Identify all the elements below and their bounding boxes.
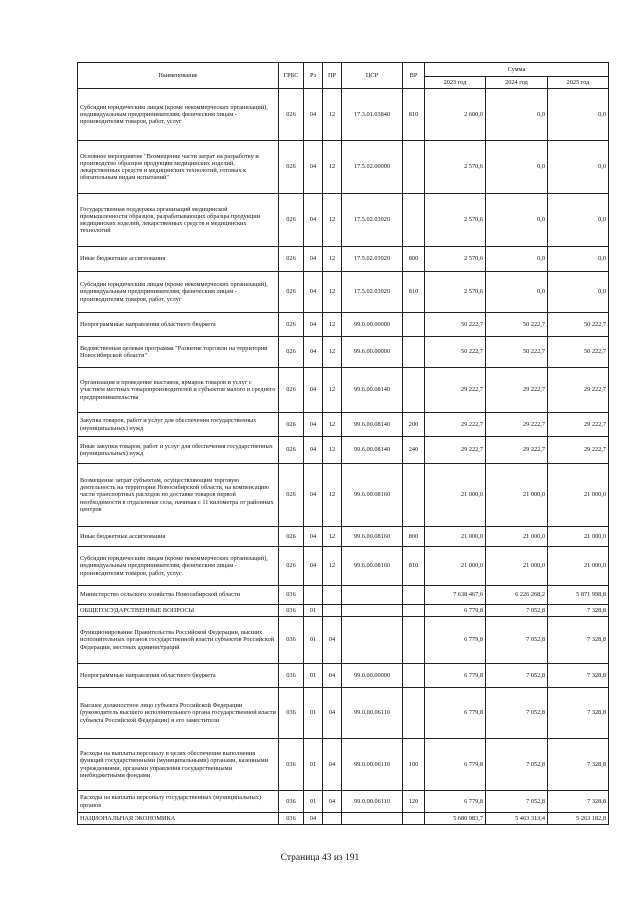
col-header-name: Наименование — [78, 63, 279, 89]
table-row — [78, 368, 609, 413]
row-name: Функционирование Правительства Российской Федерации, высших исполнительных органов государственной власти субъектов Российской Федерации, местных администраций — [78, 617, 279, 664]
row-sum-2023: 29 222,7 — [425, 413, 486, 437]
col-header-csr: ЦСР — [342, 63, 403, 89]
row-sum-2023: 21 000,0 — [425, 547, 486, 586]
table-body — [78, 89, 609, 825]
row-vr: 800 — [403, 247, 425, 272]
row-sum-2025: 50 222,7 — [548, 337, 609, 368]
col-header-year-2024: 2024 год — [486, 77, 548, 89]
row-rz: 04 — [304, 89, 323, 141]
table-row — [78, 313, 609, 337]
row-vr — [403, 813, 425, 825]
table-row — [78, 527, 609, 547]
row-sum-2024: 29 222,7 — [486, 368, 548, 413]
row-grbs: 026 — [279, 313, 304, 337]
row-sum-2025: 5 263 182,8 — [548, 813, 609, 825]
row-grbs: 026 — [279, 413, 304, 437]
row-pr — [323, 813, 342, 825]
col-header-grbs: ГРБС — [279, 63, 304, 89]
row-grbs: 026 — [279, 527, 304, 547]
table-row — [78, 813, 609, 825]
row-grbs: 026 — [279, 194, 304, 247]
row-vr: 120 — [403, 791, 425, 813]
row-pr: 04 — [323, 739, 342, 791]
row-sum-2023: 6 779,8 — [425, 605, 486, 617]
row-sum-2024: 7 052,8 — [486, 688, 548, 739]
row-sum-2023: 2 570,6 — [425, 247, 486, 272]
row-sum-2025: 29 222,7 — [548, 413, 609, 437]
row-pr: 04 — [323, 791, 342, 813]
row-sum-2025: 7 328,8 — [548, 688, 609, 739]
row-sum-2025: 7 328,8 — [548, 617, 609, 664]
row-pr: 12 — [323, 413, 342, 437]
row-sum-2024: 7 052,8 — [486, 791, 548, 813]
row-vr: 800 — [403, 527, 425, 547]
row-rz: 04 — [304, 413, 323, 437]
row-sum-2023: 6 779,8 — [425, 688, 486, 739]
row-rz: 04 — [304, 547, 323, 586]
row-name: Непрограммные направления областного бюджета — [78, 313, 279, 337]
col-header-sum: Сумма — [425, 63, 609, 77]
row-sum-2024: 50 222,7 — [486, 337, 548, 368]
row-sum-2023: 2 570,6 — [425, 272, 486, 313]
row-pr: 04 — [323, 664, 342, 688]
row-pr: 04 — [323, 688, 342, 739]
table-row — [78, 739, 609, 791]
row-name: Ведомственная целевая программа "Развитие торговли на территории Новосибирской области" — [78, 337, 279, 368]
row-grbs: 036 — [279, 813, 304, 825]
row-sum-2024: 21 000,0 — [486, 527, 548, 547]
row-csr: 99.0.00.06110 — [342, 739, 403, 791]
row-grbs: 036 — [279, 688, 304, 739]
row-rz: 01 — [304, 617, 323, 664]
row-vr — [403, 605, 425, 617]
row-pr: 12 — [323, 141, 342, 194]
row-vr: 200 — [403, 413, 425, 437]
table-row — [78, 141, 609, 194]
row-pr — [323, 586, 342, 605]
row-grbs: 036 — [279, 739, 304, 791]
row-vr — [403, 617, 425, 664]
row-rz: 01 — [304, 664, 323, 688]
row-sum-2025: 0,0 — [548, 141, 609, 194]
row-sum-2025: 50 222,7 — [548, 313, 609, 337]
table-row — [78, 413, 609, 437]
row-name: Субсидии юридическим лицам (кроме некоммерческих организаций), индивидуальным предпринимателям, физическим лицам - производителям товаров, работ, услуг — [78, 89, 279, 141]
table-row — [78, 272, 609, 313]
row-sum-2024: 0,0 — [486, 141, 548, 194]
row-pr — [323, 605, 342, 617]
table-row — [78, 194, 609, 247]
row-name: Субсидии юридическим лицам (кроме некоммерческих организаций), индивидуальным предпринимателям, физическим лицам - производителям товаров, работ, услуг — [78, 547, 279, 586]
col-header-year-2025: 2025 год — [548, 77, 609, 89]
row-name: Иные бюджетные ассигнования — [78, 247, 279, 272]
row-name: Непрограммные направления областного бюджета — [78, 664, 279, 688]
row-grbs: 026 — [279, 437, 304, 464]
row-sum-2024: 7 052,8 — [486, 664, 548, 688]
row-grbs: 026 — [279, 272, 304, 313]
row-sum-2025: 5 871 998,8 — [548, 586, 609, 605]
row-vr: 810 — [403, 89, 425, 141]
row-grbs: 026 — [279, 337, 304, 368]
row-vr — [403, 194, 425, 247]
row-sum-2023: 5 680 983,7 — [425, 813, 486, 825]
row-sum-2025: 7 328,8 — [548, 791, 609, 813]
row-sum-2023: 6 779,8 — [425, 791, 486, 813]
row-rz: 04 — [304, 813, 323, 825]
row-sum-2024: 29 222,7 — [486, 437, 548, 464]
table-row — [78, 617, 609, 664]
table-row — [78, 464, 609, 527]
row-csr — [342, 813, 403, 825]
row-sum-2024: 7 052,8 — [486, 605, 548, 617]
row-grbs: 026 — [279, 141, 304, 194]
row-vr — [403, 586, 425, 605]
row-name: Иные закупки товаров, работ и услуг для обеспечения государственных (муниципальных) нужд — [78, 437, 279, 464]
table-header — [78, 63, 609, 89]
row-sum-2025: 21 000,0 — [548, 547, 609, 586]
row-sum-2023: 7 638 467,6 — [425, 586, 486, 605]
row-csr: 99.6.00.08140 — [342, 413, 403, 437]
row-name: Субсидии юридическим лицам (кроме некоммерческих организаций), индивидуальным предпринимателям, физическим лицам - производителям товаров, работ, услуг — [78, 272, 279, 313]
row-sum-2024: 7 052,8 — [486, 739, 548, 791]
row-grbs: 026 — [279, 247, 304, 272]
row-sum-2025: 0,0 — [548, 247, 609, 272]
row-csr — [342, 617, 403, 664]
row-sum-2025: 29 222,7 — [548, 437, 609, 464]
row-rz: 04 — [304, 368, 323, 413]
table-row — [78, 688, 609, 739]
row-csr: 99.6.00.08160 — [342, 464, 403, 527]
row-sum-2023: 21 000,0 — [425, 527, 486, 547]
row-vr — [403, 313, 425, 337]
table-row — [78, 247, 609, 272]
col-header-pr: ПР — [323, 63, 342, 89]
row-sum-2025: 21 000,0 — [548, 527, 609, 547]
row-name: Возмещение затрат субъектам, осуществляющим торговую деятельность на территории Новосибирской области, на компенсацию части транспортных расходов по доставке товаров первой необходимости в отдаленные села, начиная с 11 километра от районных центров — [78, 464, 279, 527]
row-csr: 17.5.02.00000 — [342, 141, 403, 194]
row-pr: 12 — [323, 337, 342, 368]
row-rz: 04 — [304, 272, 323, 313]
row-name: ОБЩЕГОСУДАРСТВЕННЫЕ ВОПРОСЫ — [78, 605, 279, 617]
row-rz: 04 — [304, 337, 323, 368]
row-pr: 12 — [323, 272, 342, 313]
row-csr: 99.0.00.06110 — [342, 791, 403, 813]
table-row — [78, 89, 609, 141]
col-header-rz: Рз — [304, 63, 323, 89]
row-name: Министерство сельского хозяйства Новосибирской области — [78, 586, 279, 605]
row-vr — [403, 337, 425, 368]
row-name: Иные бюджетные ассигнования — [78, 527, 279, 547]
row-rz: 01 — [304, 791, 323, 813]
row-sum-2025: 0,0 — [548, 272, 609, 313]
row-sum-2023: 2 570,6 — [425, 194, 486, 247]
row-csr: 99.0.00.00000 — [342, 664, 403, 688]
row-sum-2023: 21 000,0 — [425, 464, 486, 527]
row-pr: 12 — [323, 247, 342, 272]
row-sum-2023: 2 600,0 — [425, 89, 486, 141]
row-sum-2025: 29 222,7 — [548, 368, 609, 413]
row-name: Закупка товаров, работ и услуг для обеспечения государственных (муниципальных) нужд — [78, 413, 279, 437]
row-sum-2023: 6 779,8 — [425, 739, 486, 791]
col-header-vr: ВР — [403, 63, 425, 89]
table-row — [78, 605, 609, 617]
row-sum-2023: 29 222,7 — [425, 368, 486, 413]
row-csr — [342, 586, 403, 605]
row-csr — [342, 605, 403, 617]
row-csr: 17.5.02.03920 — [342, 272, 403, 313]
row-grbs: 036 — [279, 605, 304, 617]
row-sum-2024: 29 222,7 — [486, 413, 548, 437]
row-vr — [403, 141, 425, 194]
row-pr: 04 — [323, 617, 342, 664]
row-sum-2024: 7 052,8 — [486, 617, 548, 664]
row-csr: 99.6.00.08140 — [342, 368, 403, 413]
row-rz: 04 — [304, 464, 323, 527]
table-row — [78, 664, 609, 688]
row-rz: 01 — [304, 605, 323, 617]
row-pr: 12 — [323, 368, 342, 413]
row-name: Расходы на выплаты персоналу в целях обеспечения выполнения функций государственными (муниципальными) органами, казенными учреждениями, органами управления государственными внебюджетными фондами — [78, 739, 279, 791]
row-sum-2023: 6 779,8 — [425, 617, 486, 664]
row-name: Организация и проведение выставок, ярмарок товаров и услуг с участием местных товаропроизводителей и субъектов малого и среднего предпринимательства — [78, 368, 279, 413]
row-name: Расходы на выплаты персоналу государственных (муниципальных) органов — [78, 791, 279, 813]
row-pr: 12 — [323, 464, 342, 527]
row-vr: 100 — [403, 739, 425, 791]
row-vr — [403, 464, 425, 527]
page-number: Страница 43 из 191 — [280, 853, 360, 863]
row-csr: 17.3.01.03840 — [342, 89, 403, 141]
row-sum-2023: 6 779,8 — [425, 664, 486, 688]
row-csr: 99.6.00.08160 — [342, 527, 403, 547]
row-sum-2023: 50 222,7 — [425, 313, 486, 337]
row-vr: 810 — [403, 272, 425, 313]
row-sum-2025: 0,0 — [548, 89, 609, 141]
table-row — [78, 586, 609, 605]
row-sum-2024: 0,0 — [486, 272, 548, 313]
row-grbs: 036 — [279, 617, 304, 664]
table-row — [78, 337, 609, 368]
row-grbs: 026 — [279, 547, 304, 586]
row-vr — [403, 368, 425, 413]
row-pr: 12 — [323, 89, 342, 141]
row-rz: 04 — [304, 437, 323, 464]
row-vr — [403, 688, 425, 739]
table-row — [78, 437, 609, 464]
row-vr — [403, 664, 425, 688]
row-grbs: 036 — [279, 586, 304, 605]
row-grbs: 036 — [279, 791, 304, 813]
row-sum-2024: 6 226 268,2 — [486, 586, 548, 605]
row-name: НАЦИОНАЛЬНАЯ ЭКОНОМИКА — [78, 813, 279, 825]
row-rz: 04 — [304, 527, 323, 547]
row-csr: 99.0.00.06110 — [342, 688, 403, 739]
row-rz: 04 — [304, 247, 323, 272]
row-pr: 12 — [323, 313, 342, 337]
row-sum-2025: 7 328,8 — [548, 664, 609, 688]
table-row — [78, 547, 609, 586]
row-pr: 12 — [323, 437, 342, 464]
row-name: Высшее должностное лицо субъекта Российской Федерации (руководитель высшего исполнительного органа государственной власти субъекта Российской Федерации) и его заместители — [78, 688, 279, 739]
row-sum-2024: 0,0 — [486, 247, 548, 272]
row-sum-2024: 5 463 313,4 — [486, 813, 548, 825]
row-rz: 01 — [304, 688, 323, 739]
row-name: Основное мероприятие "Возмещение части затрат на разработку и производство образцов продукции медицинских изделий, лекарственных средств и медицинских технологий, готовых к обязательным видам испытаний" — [78, 141, 279, 194]
row-rz: 04 — [304, 194, 323, 247]
col-header-year-2023: 2023 год — [425, 77, 486, 89]
row-grbs: 026 — [279, 368, 304, 413]
row-rz: 04 — [304, 313, 323, 337]
row-csr: 99.6.00.08140 — [342, 437, 403, 464]
row-csr: 99.0.00.00000 — [342, 313, 403, 337]
row-grbs: 036 — [279, 664, 304, 688]
row-sum-2025: 21 000,0 — [548, 464, 609, 527]
row-vr: 810 — [403, 547, 425, 586]
row-sum-2024: 21 000,0 — [486, 464, 548, 527]
row-sum-2025: 7 328,8 — [548, 739, 609, 791]
row-name: Государственная поддержка организаций медицинской промышленности образцов, разрабатывающих образцы продукции медицинских изделий, лекарственных средств и медицинских технологий — [78, 194, 279, 247]
row-sum-2024: 50 222,7 — [486, 313, 548, 337]
row-vr: 240 — [403, 437, 425, 464]
row-grbs: 026 — [279, 464, 304, 527]
row-pr: 12 — [323, 527, 342, 547]
table-row — [78, 791, 609, 813]
row-csr: 99.6.00.08160 — [342, 547, 403, 586]
row-rz: 01 — [304, 739, 323, 791]
row-csr: 99.6.00.00000 — [342, 337, 403, 368]
row-sum-2023: 2 570,6 — [425, 141, 486, 194]
row-sum-2024: 21 000,0 — [486, 547, 548, 586]
row-pr: 12 — [323, 194, 342, 247]
row-pr: 12 — [323, 547, 342, 586]
row-sum-2023: 50 222,7 — [425, 337, 486, 368]
row-grbs: 026 — [279, 89, 304, 141]
budget-table — [77, 62, 609, 825]
row-sum-2024: 0,0 — [486, 194, 548, 247]
row-rz — [304, 586, 323, 605]
row-csr: 17.5.02.03920 — [342, 194, 403, 247]
row-sum-2024: 0,0 — [486, 89, 548, 141]
row-sum-2023: 29 222,7 — [425, 437, 486, 464]
row-rz: 04 — [304, 141, 323, 194]
row-sum-2025: 7 328,8 — [548, 605, 609, 617]
row-sum-2025: 0,0 — [548, 194, 609, 247]
row-csr: 17.5.02.03920 — [342, 247, 403, 272]
